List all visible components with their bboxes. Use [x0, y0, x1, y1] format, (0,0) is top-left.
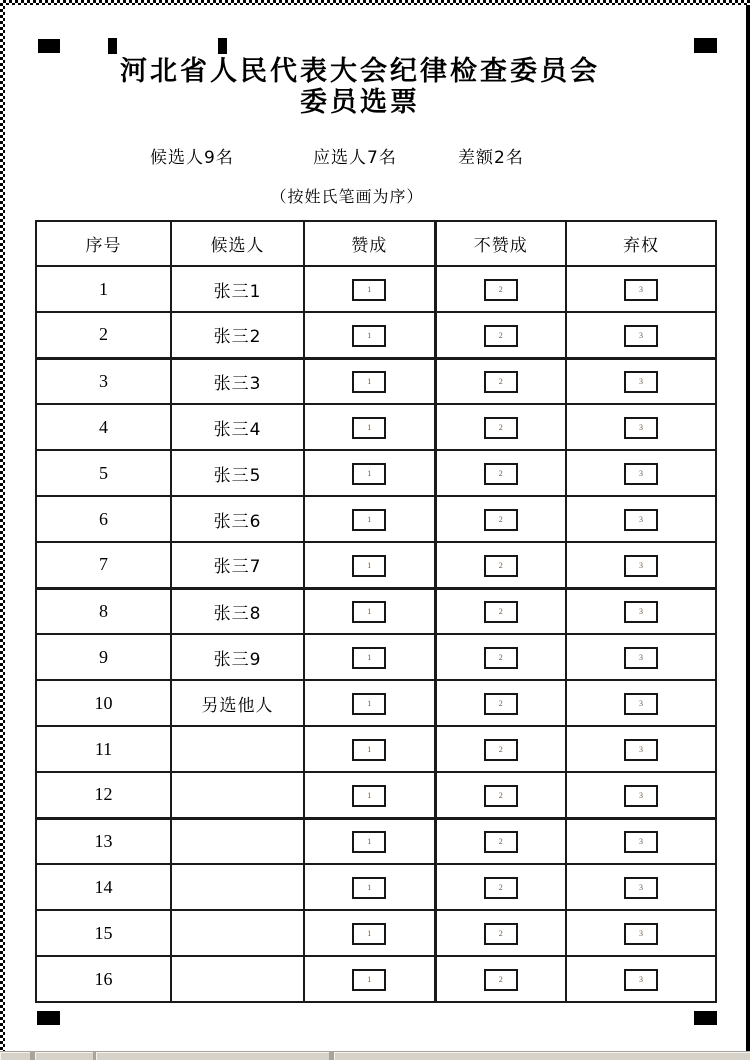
abstain-checkbox[interactable]: [624, 831, 658, 853]
disapprove-checkbox[interactable]: [484, 509, 518, 531]
disapprove-checkbox[interactable]: [484, 831, 518, 853]
checkbox-digit: 1: [367, 285, 372, 294]
abstain-cell: [566, 680, 716, 726]
abstain-cell: [566, 634, 716, 680]
approve-checkbox[interactable]: [352, 325, 386, 347]
candidate-name: 张三7: [171, 542, 304, 588]
disapprove-cell: [435, 450, 566, 496]
candidate-name: 张三4: [171, 404, 304, 450]
disapprove-checkbox[interactable]: [484, 923, 518, 945]
header-disapprove: 不赞成: [435, 221, 566, 266]
abstain-checkbox[interactable]: [624, 279, 658, 301]
checkbox-digit: 2: [498, 515, 503, 524]
row-number: 9: [36, 634, 171, 680]
abstain-cell: [566, 450, 716, 496]
row-number: 7: [36, 542, 171, 588]
table-row: [36, 542, 716, 588]
abstain-cell: [566, 726, 716, 772]
approve-checkbox[interactable]: [352, 647, 386, 669]
disapprove-cell: [435, 634, 566, 680]
disapprove-cell: [435, 496, 566, 542]
approve-checkbox[interactable]: [352, 371, 386, 393]
disapprove-checkbox[interactable]: [484, 601, 518, 623]
abstain-cell: [566, 772, 716, 818]
disapprove-checkbox[interactable]: [484, 417, 518, 439]
checkbox-digit: 1: [367, 330, 372, 340]
table-row: [36, 358, 716, 404]
checkbox-digit: 3: [639, 560, 643, 570]
status-bar-segment: [334, 1052, 750, 1060]
status-bar-segment: [0, 1052, 30, 1060]
disapprove-cell: [435, 772, 566, 818]
disapprove-checkbox[interactable]: [484, 877, 518, 899]
abstain-cell: [566, 266, 716, 312]
table-row: [36, 312, 716, 358]
abstain-checkbox[interactable]: [624, 739, 658, 761]
row-number: 4: [36, 404, 171, 450]
registration-mark: [38, 39, 60, 53]
disapprove-checkbox[interactable]: [484, 279, 518, 301]
table-row: [36, 680, 716, 726]
abstain-checkbox[interactable]: [624, 693, 658, 715]
disapprove-checkbox[interactable]: [484, 371, 518, 393]
abstain-checkbox[interactable]: [624, 555, 658, 577]
abstain-cell: [566, 358, 716, 404]
disapprove-cell: [435, 266, 566, 312]
approve-checkbox[interactable]: [352, 279, 386, 301]
candidate-name: 张三3: [171, 358, 304, 404]
checkbox-digit: 3: [639, 653, 643, 662]
approve-cell: [304, 956, 435, 1002]
checkbox-digit: 2: [498, 975, 503, 984]
approve-cell: [304, 864, 435, 910]
table-row: [36, 818, 716, 864]
abstain-cell: [566, 956, 716, 1002]
abstain-cell: [566, 818, 716, 864]
header-candidate: 候选人: [171, 221, 304, 266]
approve-cell: [304, 404, 435, 450]
candidate-name: 张三2: [171, 312, 304, 358]
checkbox-digit: 1: [367, 560, 372, 570]
status-bar: [0, 1051, 750, 1060]
status-bar-segment: [96, 1052, 329, 1060]
disapprove-cell: [435, 588, 566, 634]
table-row: [36, 450, 716, 496]
abstain-checkbox[interactable]: [624, 463, 658, 485]
approve-cell: [304, 772, 435, 818]
header-approve: 赞成: [304, 221, 435, 266]
checkbox-digit: 3: [639, 330, 643, 340]
abstain-checkbox[interactable]: [624, 647, 658, 669]
table-row: [36, 864, 716, 910]
approve-cell: [304, 496, 435, 542]
approve-cell: [304, 312, 435, 358]
row-number: 15: [36, 910, 171, 956]
row-number: 3: [36, 358, 171, 404]
checkbox-digit: 3: [639, 929, 643, 938]
table-header-row: [36, 221, 716, 266]
checkbox-digit: 3: [639, 975, 643, 984]
approve-cell: [304, 726, 435, 772]
approve-cell: [304, 680, 435, 726]
disapprove-cell: [435, 312, 566, 358]
row-number: 13: [36, 818, 171, 864]
checkbox-digit: 2: [498, 929, 503, 938]
abstain-cell: [566, 496, 716, 542]
checkbox-digit: 1: [367, 790, 372, 800]
approve-checkbox[interactable]: [352, 463, 386, 485]
candidate-name: [171, 726, 304, 772]
candidate-name: [171, 818, 304, 864]
disapprove-checkbox[interactable]: [484, 785, 518, 807]
row-number: 2: [36, 312, 171, 358]
disapprove-cell: [435, 358, 566, 404]
abstain-checkbox[interactable]: [624, 601, 658, 623]
row-number: 8: [36, 588, 171, 634]
row-number: 6: [36, 496, 171, 542]
approve-cell: [304, 910, 435, 956]
candidate-name: 张三5: [171, 450, 304, 496]
approve-checkbox[interactable]: [352, 785, 386, 807]
disapprove-cell: [435, 818, 566, 864]
abstain-cell: [566, 312, 716, 358]
registration-mark: [694, 38, 717, 53]
checkbox-digit: 3: [639, 469, 643, 478]
ballot-table: [35, 220, 717, 1003]
checkbox-digit: 3: [639, 745, 643, 754]
checkbox-digit: 1: [367, 469, 372, 478]
checkbox-digit: 2: [498, 560, 503, 570]
row-number: 12: [36, 772, 171, 818]
table-row: [36, 956, 716, 1002]
candidate-name: [171, 864, 304, 910]
disapprove-checkbox[interactable]: [484, 555, 518, 577]
checkbox-digit: 2: [498, 883, 503, 892]
approve-checkbox[interactable]: [352, 509, 386, 531]
scan-edge-top: [0, 0, 750, 5]
checkbox-digit: 3: [639, 377, 643, 387]
checkbox-digit: 2: [498, 285, 503, 294]
sort-note: （按姓氏笔画为序）: [270, 187, 424, 206]
table-row: [36, 404, 716, 450]
candidate-name: 张三1: [171, 266, 304, 312]
checkbox-digit: 1: [367, 423, 372, 432]
checkbox-digit: 2: [498, 790, 503, 800]
abstain-checkbox[interactable]: [624, 371, 658, 393]
checkbox-digit: 2: [498, 423, 503, 432]
checkbox-digit: 3: [639, 607, 643, 617]
abstain-checkbox[interactable]: [624, 509, 658, 531]
page-right-border: [746, 5, 750, 1051]
checkbox-digit: 1: [367, 653, 372, 662]
checkbox-digit: 2: [498, 745, 503, 754]
abstain-cell: [566, 542, 716, 588]
abstain-checkbox[interactable]: [624, 417, 658, 439]
row-number: 10: [36, 680, 171, 726]
table-row: [36, 726, 716, 772]
approve-checkbox[interactable]: [352, 417, 386, 439]
approve-checkbox[interactable]: [352, 969, 386, 991]
checkbox-digit: 1: [367, 837, 372, 847]
abstain-cell: [566, 864, 716, 910]
row-number: 14: [36, 864, 171, 910]
checkbox-digit: 1: [367, 929, 372, 938]
candidate-name: [171, 772, 304, 818]
checkbox-digit: 1: [367, 607, 372, 617]
disapprove-checkbox[interactable]: [484, 739, 518, 761]
disapprove-cell: [435, 404, 566, 450]
checkbox-digit: 1: [367, 699, 372, 708]
header-seq: 序号: [36, 221, 171, 266]
disapprove-cell: [435, 910, 566, 956]
table-row: [36, 634, 716, 680]
margin-count-label: 差额2名: [458, 148, 524, 168]
table-row: [36, 588, 716, 634]
disapprove-cell: [435, 542, 566, 588]
checkbox-digit: 1: [367, 975, 372, 984]
status-bar-segment: [35, 1052, 93, 1060]
abstain-checkbox[interactable]: [624, 325, 658, 347]
approve-cell: [304, 542, 435, 588]
approve-cell: [304, 450, 435, 496]
registration-mark: [37, 1011, 60, 1025]
approve-cell: [304, 818, 435, 864]
candidate-name: 另选他人: [171, 680, 304, 726]
candidate-name: [171, 956, 304, 1002]
disapprove-checkbox[interactable]: [484, 693, 518, 715]
candidate-name: [171, 910, 304, 956]
approve-checkbox[interactable]: [352, 601, 386, 623]
checkbox-digit: 2: [498, 469, 503, 478]
abstain-cell: [566, 588, 716, 634]
page-title: [0, 56, 720, 118]
candidates-count-label: 候选人9名: [150, 148, 234, 168]
registration-mark: [694, 1011, 717, 1025]
row-number: 1: [36, 266, 171, 312]
checkbox-digit: 2: [498, 653, 503, 662]
row-number: 5: [36, 450, 171, 496]
checkbox-digit: 3: [639, 837, 643, 847]
checkbox-digit: 2: [498, 377, 503, 387]
checkbox-digit: 3: [639, 883, 643, 892]
table-row: [36, 910, 716, 956]
abstain-checkbox[interactable]: [624, 923, 658, 945]
disapprove-cell: [435, 726, 566, 772]
disapprove-checkbox[interactable]: [484, 463, 518, 485]
candidate-name: 张三9: [171, 634, 304, 680]
approve-checkbox[interactable]: [352, 739, 386, 761]
registration-mark: [108, 38, 117, 54]
candidate-name: 张三6: [171, 496, 304, 542]
header-abstain: 弃权: [566, 221, 716, 266]
table-row: [36, 266, 716, 312]
row-number: 16: [36, 956, 171, 1002]
checkbox-digit: 1: [367, 377, 372, 387]
abstain-checkbox[interactable]: [624, 877, 658, 899]
checkbox-digit: 3: [639, 699, 643, 708]
checkbox-digit: 1: [367, 515, 372, 524]
approve-checkbox[interactable]: [352, 831, 386, 853]
approve-checkbox[interactable]: [352, 555, 386, 577]
disapprove-cell: [435, 680, 566, 726]
disapprove-cell: [435, 864, 566, 910]
checkbox-digit: 1: [367, 883, 372, 892]
checkbox-digit: 3: [639, 285, 643, 294]
disapprove-cell: [435, 956, 566, 1002]
table-row: [36, 772, 716, 818]
abstain-checkbox[interactable]: [624, 785, 658, 807]
registration-mark: [218, 38, 227, 54]
abstain-cell: [566, 404, 716, 450]
checkbox-digit: 3: [639, 790, 643, 800]
checkbox-digit: 3: [639, 515, 643, 524]
checkbox-digit: 3: [639, 423, 643, 432]
approve-cell: [304, 634, 435, 680]
checkbox-digit: 2: [498, 699, 503, 708]
table-row: [36, 496, 716, 542]
checkbox-digit: 2: [498, 330, 503, 340]
seats-count-label: 应选人7名: [313, 148, 397, 168]
approve-checkbox[interactable]: [352, 877, 386, 899]
disapprove-checkbox[interactable]: [484, 325, 518, 347]
approve-cell: [304, 358, 435, 404]
approve-checkbox[interactable]: [352, 693, 386, 715]
disapprove-checkbox[interactable]: [484, 647, 518, 669]
checkbox-digit: 2: [498, 607, 503, 617]
abstain-checkbox[interactable]: [624, 969, 658, 991]
row-number: 11: [36, 726, 171, 772]
page-title-line1: 河北省人民代表大会纪律检查委员会: [120, 56, 600, 87]
abstain-cell: [566, 910, 716, 956]
approve-cell: [304, 266, 435, 312]
candidate-name: 张三8: [171, 588, 304, 634]
checkbox-digit: 1: [367, 745, 372, 754]
scan-edge-left: [0, 0, 5, 1051]
checkbox-digit: 2: [498, 837, 503, 847]
approve-checkbox[interactable]: [352, 923, 386, 945]
page-title-line2: 委员选票: [300, 87, 420, 118]
disapprove-checkbox[interactable]: [484, 969, 518, 991]
approve-cell: [304, 588, 435, 634]
